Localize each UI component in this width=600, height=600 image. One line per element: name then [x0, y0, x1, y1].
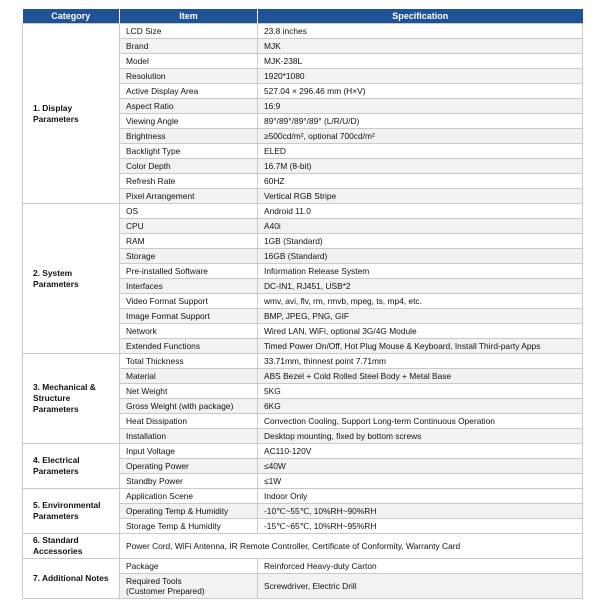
item-label: Operating Temp & Humidity — [126, 506, 229, 516]
spec-value: 33.71mm, thinnest point 7.71mm — [258, 354, 583, 369]
category-label: 6. Standard Accessories — [33, 535, 83, 556]
category-label: 7. Additional Notes — [33, 573, 109, 583]
item-label: Active Display Area — [126, 86, 199, 96]
table-row — [23, 534, 583, 559]
item-cell — [120, 279, 258, 294]
item-cell — [120, 294, 258, 309]
category-label: 4. Electrical Parameters — [33, 455, 80, 476]
item-label: Color Depth — [126, 161, 171, 171]
category-cell — [23, 24, 120, 204]
item-cell — [120, 84, 258, 99]
spec-value: A40i — [258, 219, 583, 234]
category-cell — [23, 559, 120, 599]
category-cell — [23, 489, 120, 534]
item-cell — [120, 339, 258, 354]
item-label: Installation — [126, 431, 167, 441]
header-specification: Specification — [258, 9, 583, 24]
spec-value: 1GB (Standard) — [258, 234, 583, 249]
spec-value: Power Cord, WiFi Antenna, IR Remote Controller, Certificate of Conformity, Warranty Card — [120, 534, 583, 559]
item-label: Material — [126, 371, 156, 381]
spec-value: Screwdriver, Electric Drill — [258, 574, 583, 599]
spec-value: MJK — [258, 39, 583, 54]
item-label: Total Thickness — [126, 356, 184, 366]
item-label: Standby Power — [126, 476, 183, 486]
item-label: Net Weight — [126, 386, 168, 396]
table-row — [23, 24, 583, 39]
item-label: OS — [126, 206, 139, 216]
item-label: Package — [126, 561, 159, 571]
spec-value: Wired LAN, WiFi, optional 3G/4G Module — [258, 324, 583, 339]
spec-value: Information Release System — [258, 264, 583, 279]
category-label: 1. Display Parameters — [33, 102, 79, 124]
table-row — [23, 204, 583, 219]
category-label: 5. Environmental Parameters — [33, 500, 101, 521]
item-cell — [120, 189, 258, 204]
table-row — [23, 354, 583, 369]
category-cell — [23, 204, 120, 354]
item-label: Image Format Support — [126, 311, 210, 321]
spec-value: 527.04 × 296.46 mm (H×V) — [258, 84, 583, 99]
spec-value: 16.7M (8-bit) — [258, 159, 583, 174]
category-label: 3. Mechanical & Structure Parameters — [33, 382, 96, 414]
spec-value: 16GB (Standard) — [258, 249, 583, 264]
spec-value: 1920*1080 — [258, 69, 583, 84]
item-label: Brightness — [126, 131, 166, 141]
item-cell — [120, 99, 258, 114]
header-category: Category — [23, 9, 120, 24]
item-label: Video Format Support — [126, 296, 208, 306]
item-cell — [120, 234, 258, 249]
spec-value: -10℃~55℃, 10%RH~90%RH — [258, 504, 583, 519]
item-label: Application Scene — [126, 491, 194, 501]
item-cell — [120, 474, 258, 489]
item-label: Model — [126, 56, 149, 66]
item-cell — [120, 519, 258, 534]
spec-value: ≤1W — [258, 474, 583, 489]
item-label: Input Voltage — [126, 446, 175, 456]
spec-value: Vertical RGB Stripe — [258, 189, 583, 204]
item-label: Extended Functions — [126, 341, 201, 351]
item-cell — [120, 144, 258, 159]
table-row — [23, 559, 583, 574]
spec-value: 16:9 — [258, 99, 583, 114]
item-cell — [120, 559, 258, 574]
spec-value: ≤40W — [258, 459, 583, 474]
item-label: Storage Temp & Humidity — [126, 521, 221, 531]
spec-value: 23.8 inches — [258, 24, 583, 39]
item-cell — [120, 114, 258, 129]
item-cell — [120, 204, 258, 219]
item-label: Viewing Angle — [126, 116, 179, 126]
spec-value: 6KG — [258, 399, 583, 414]
spec-table — [22, 9, 583, 599]
item-cell — [120, 174, 258, 189]
item-label: Resolution — [126, 71, 166, 81]
item-cell — [120, 489, 258, 504]
table-row — [23, 444, 583, 459]
item-cell — [120, 264, 258, 279]
item-cell — [120, 369, 258, 384]
spec-value: Android 11.0 — [258, 204, 583, 219]
item-cell — [120, 249, 258, 264]
spec-value: BMP, JPEG, PNG, GIF — [258, 309, 583, 324]
item-cell — [120, 354, 258, 369]
item-cell — [120, 399, 258, 414]
item-cell — [120, 39, 258, 54]
spec-value: Desktop mounting, fixed by bottom screws — [258, 429, 583, 444]
spec-value: 5KG — [258, 384, 583, 399]
item-label: Gross Weight (with package) — [126, 401, 234, 411]
spec-value: DC-IN1, RJ451, USB*2 — [258, 279, 583, 294]
table-row — [23, 489, 583, 504]
item-label: Aspect Ratio — [126, 101, 174, 111]
spec-value: -15℃~65℃, 10%RH~95%RH — [258, 519, 583, 534]
spec-sheet — [22, 9, 582, 599]
spec-value: 89°/89°/89°/89° (L/R/U/D) — [258, 114, 583, 129]
header-row — [23, 9, 583, 24]
spec-value: ≥500cd/m², optional 700cd/m² — [258, 129, 583, 144]
spec-value: MJK-238L — [258, 54, 583, 69]
item-label: Heat Dissipation — [126, 416, 187, 426]
item-label: Storage — [126, 251, 156, 261]
item-cell — [120, 414, 258, 429]
spec-value: Convection Cooling, Support Long-term Continuous Operation — [258, 414, 583, 429]
category-cell — [23, 354, 120, 444]
item-label: Refresh Rate — [126, 176, 176, 186]
category-label: 2. System Parameters — [33, 267, 79, 289]
item-label: CPU — [126, 221, 144, 231]
spec-value: ELED — [258, 144, 583, 159]
spec-table-body — [23, 24, 583, 599]
spec-value: Timed Power On/Off, Hot Plug Mouse & Keyboard, Install Third-party Apps — [258, 339, 583, 354]
spec-value: Reinforced Heavy-duty Carton — [258, 559, 583, 574]
spec-value: AC110-120V — [258, 444, 583, 459]
item-label: Brand — [126, 41, 149, 51]
item-label: Backlight Type — [126, 146, 181, 156]
item-cell — [120, 309, 258, 324]
item-cell — [120, 384, 258, 399]
category-cell — [23, 534, 120, 559]
category-cell — [23, 444, 120, 489]
item-cell — [120, 574, 258, 599]
item-label: LCD Size — [126, 26, 162, 36]
spec-value: Indoor Only — [258, 489, 583, 504]
item-label: Pre-installed Software — [126, 266, 208, 276]
item-label: RAM — [126, 236, 145, 246]
item-cell — [120, 24, 258, 39]
spec-value: wmv, avi, flv, rm, rmvb, mpeg, ts, mp4, etc. — [258, 294, 583, 309]
item-cell — [120, 129, 258, 144]
item-cell — [120, 54, 258, 69]
spec-value: ABS Bezel + Cold Rolled Steel Body + Metal Base — [258, 369, 583, 384]
item-label: Operating Power — [126, 461, 189, 471]
item-label: Pixel Arrangement — [126, 191, 195, 201]
item-cell — [120, 504, 258, 519]
item-cell — [120, 429, 258, 444]
item-cell — [120, 219, 258, 234]
header-item: Item — [120, 9, 258, 24]
item-cell — [120, 69, 258, 84]
item-cell — [120, 459, 258, 474]
spec-value: 60HZ — [258, 174, 583, 189]
item-label: Interfaces — [126, 281, 163, 291]
item-cell — [120, 324, 258, 339]
item-label: Required Tools (Customer Prepared) — [126, 576, 205, 596]
item-cell — [120, 159, 258, 174]
item-label: Network — [126, 326, 157, 336]
item-cell — [120, 444, 258, 459]
